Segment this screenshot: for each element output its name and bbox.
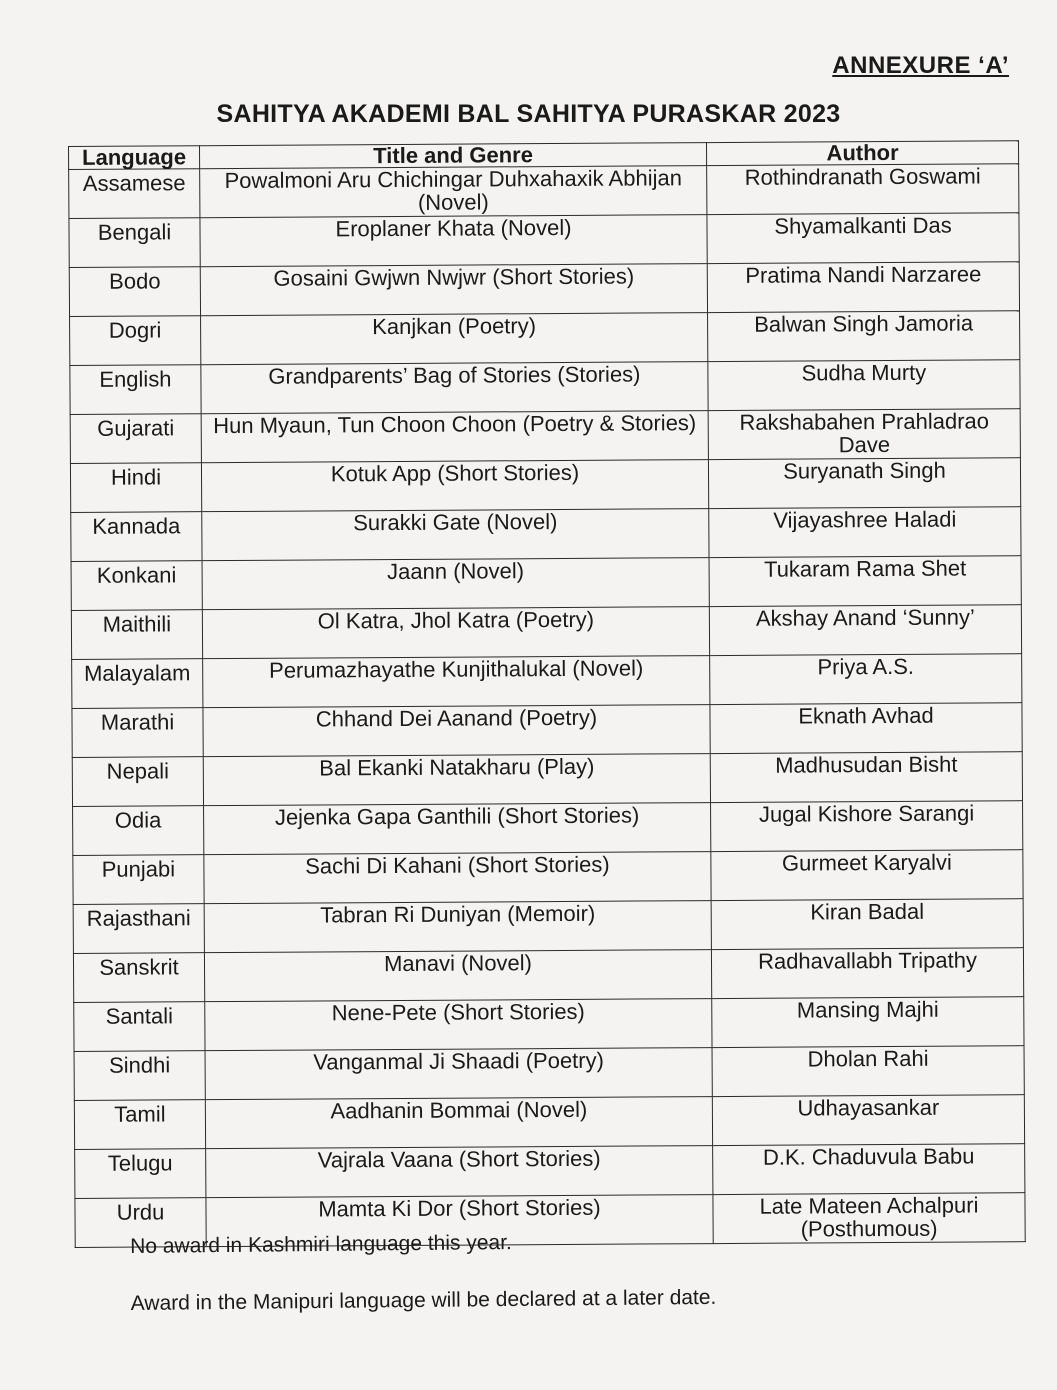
table-row xyxy=(72,654,1022,709)
title-genre-cell: Bal Ekanki Natakharu (Play) xyxy=(203,754,710,806)
table-row xyxy=(74,1046,1024,1101)
language-cell: Santali xyxy=(74,1002,205,1052)
author-cell: Suryanath Singh xyxy=(708,458,1020,509)
notes xyxy=(130,1229,717,1349)
language-cell: Sindhi xyxy=(74,1051,205,1101)
author-cell: Tukaram Rama Shet xyxy=(709,556,1021,607)
table-row xyxy=(74,997,1024,1052)
table-row xyxy=(75,1144,1025,1199)
author-cell: Rakshabahen Prahladrao Dave xyxy=(708,409,1020,460)
table-body xyxy=(69,164,1026,1248)
table-row xyxy=(69,213,1019,268)
language-cell: Gujarati xyxy=(70,414,201,464)
title-genre-cell: Kotuk App (Short Stories) xyxy=(201,460,708,512)
title-genre-cell: Chhand Dei Aanand (Poetry) xyxy=(203,705,710,757)
language-cell: Urdu xyxy=(75,1198,206,1248)
author-cell: Shyamalkanti Das xyxy=(707,213,1019,264)
title-genre-cell: Sachi Di Kahani (Short Stories) xyxy=(204,852,711,904)
title-genre-cell: Tabran Ri Duniyan (Memoir) xyxy=(204,901,711,953)
table-row xyxy=(72,752,1022,807)
title-genre-cell: Eroplaner Khata (Novel) xyxy=(200,215,707,267)
title-genre-cell: Hun Myaun, Tun Choon Choon (Poetry & Stories) xyxy=(201,411,708,463)
table-row xyxy=(73,948,1023,1003)
table-row xyxy=(73,899,1023,954)
language-cell: Malayalam xyxy=(72,659,203,709)
author-cell: Balwan Singh Jamoria xyxy=(708,311,1020,362)
table-row xyxy=(73,850,1023,905)
header-author: Author xyxy=(706,141,1018,166)
title-genre-cell: Powalmoni Aru Chichingar Duhxahaxik Abhijan (Novel) xyxy=(200,166,707,218)
note-manipuri: Award in the Manipuri language will be declared at a later date. xyxy=(130,1285,717,1315)
table-row xyxy=(73,801,1023,856)
author-cell: D.K. Chaduvula Babu xyxy=(713,1144,1025,1195)
table-row xyxy=(71,605,1021,660)
author-cell: Sudha Murty xyxy=(708,360,1020,411)
author-cell: Mansing Majhi xyxy=(712,997,1024,1048)
awards-table xyxy=(68,140,1026,1248)
table-row xyxy=(70,360,1020,415)
language-cell: Konkani xyxy=(71,561,202,611)
author-cell: Madhusudan Bisht xyxy=(710,752,1022,803)
table-row xyxy=(70,409,1020,464)
language-cell: Hindi xyxy=(70,463,201,513)
table-row xyxy=(70,311,1020,366)
table-row xyxy=(70,458,1020,513)
header-language: Language xyxy=(69,146,200,170)
language-cell: Telugu xyxy=(75,1149,206,1199)
table-row xyxy=(69,262,1019,317)
language-cell: Rajasthani xyxy=(73,904,204,954)
language-cell: English xyxy=(70,365,201,415)
language-cell: Bodo xyxy=(69,267,200,317)
language-cell: Tamil xyxy=(74,1100,205,1150)
note-kashmiri: No award in Kashmiri language this year. xyxy=(130,1231,512,1258)
title-genre-cell: Nene-Pete (Short Stories) xyxy=(205,999,712,1051)
title-genre-cell: Vanganmal Ji Shaadi (Poetry) xyxy=(205,1048,712,1100)
author-cell: Gurmeet Karyalvi xyxy=(711,850,1023,901)
language-cell: Bengali xyxy=(69,218,200,268)
title-genre-cell: Surakki Gate (Novel) xyxy=(202,509,709,561)
author-cell: Udhayasankar xyxy=(712,1095,1024,1146)
author-cell: Kiran Badal xyxy=(711,899,1023,950)
author-cell: Jugal Kishore Sarangi xyxy=(711,801,1023,852)
title-genre-cell: Grandparents’ Bag of Stories (Stories) xyxy=(201,362,708,414)
title-genre-cell: Mamta Ki Dor (Short Stories) xyxy=(206,1195,713,1247)
awards-table-container xyxy=(68,140,1025,1248)
author-cell: Priya A.S. xyxy=(710,654,1022,705)
title-genre-cell: Jejenka Gapa Ganthili (Short Stories) xyxy=(204,803,711,855)
author-cell: Vijayashree Haladi xyxy=(709,507,1021,558)
table-row xyxy=(69,164,1019,219)
author-cell: Rothindranath Goswami xyxy=(707,164,1019,215)
title-genre-cell: Vajrala Vaana (Short Stories) xyxy=(206,1146,713,1198)
language-cell: Nepali xyxy=(72,757,203,807)
language-cell: Sanskrit xyxy=(73,953,204,1003)
document-title: SAHITYA AKADEMI BAL SAHITYA PURASKAR 2023 xyxy=(216,100,841,128)
language-cell: Odia xyxy=(73,806,204,856)
annexure-label: ANNEXURE ‘A’ xyxy=(832,52,1009,79)
language-cell: Maithili xyxy=(71,610,202,660)
title-genre-cell: Gosaini Gwjwn Nwjwr (Short Stories) xyxy=(200,264,707,316)
language-cell: Marathi xyxy=(72,708,203,758)
author-cell: Radhavallabh Tripathy xyxy=(711,948,1023,999)
table-row xyxy=(74,1095,1024,1150)
table-row xyxy=(72,703,1022,758)
author-cell: Late Mateen Achalpuri (Posthumous) xyxy=(713,1193,1025,1244)
author-cell: Eknath Avhad xyxy=(710,703,1022,754)
author-cell: Akshay Anand ‘Sunny’ xyxy=(709,605,1021,656)
author-cell: Pratima Nandi Narzaree xyxy=(707,262,1019,313)
title-genre-cell: Ol Katra, Jhol Katra (Poetry) xyxy=(202,607,709,659)
language-cell: Kannada xyxy=(71,512,202,562)
author-cell: Dholan Rahi xyxy=(712,1046,1024,1097)
language-cell: Assamese xyxy=(69,169,200,219)
title-genre-cell: Perumazhayathe Kunjithalukal (Novel) xyxy=(203,656,710,708)
title-genre-cell: Kanjkan (Poetry) xyxy=(201,313,708,365)
language-cell: Dogri xyxy=(70,316,201,366)
title-genre-cell: Jaann (Novel) xyxy=(202,558,709,610)
table-row xyxy=(71,556,1021,611)
header-title-genre: Title and Genre xyxy=(200,143,707,169)
language-cell: Punjabi xyxy=(73,855,204,905)
title-genre-cell: Aadhanin Bommai (Novel) xyxy=(205,1097,712,1149)
title-genre-cell: Manavi (Novel) xyxy=(204,950,711,1002)
table-row xyxy=(71,507,1021,562)
